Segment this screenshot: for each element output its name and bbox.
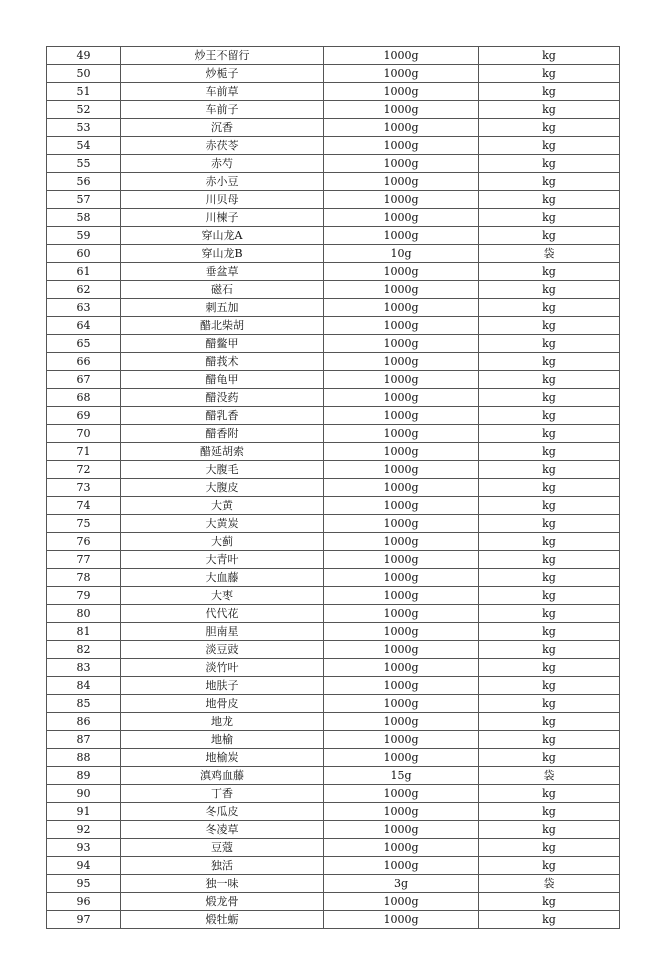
spec-value: 1000g [324,371,479,389]
herb-name: 穿山龙A [121,227,324,245]
herb-name: 赤芍 [121,155,324,173]
unit-value: kg [479,893,620,911]
row-number: 50 [47,65,121,83]
herb-name: 地榆 [121,731,324,749]
herb-table [46,46,620,929]
spec-value: 1000g [324,857,479,875]
row-number: 89 [47,767,121,785]
row-number: 83 [47,659,121,677]
table-row [47,767,620,785]
unit-value: kg [479,47,620,65]
unit-value: kg [479,299,620,317]
spec-value: 1000g [324,353,479,371]
table-row [47,245,620,263]
unit-value: kg [479,443,620,461]
spec-value: 1000g [324,461,479,479]
table-row [47,857,620,875]
table-row [47,209,620,227]
table-row [47,425,620,443]
unit-value: kg [479,389,620,407]
herb-name: 垂盆草 [121,263,324,281]
table-row [47,749,620,767]
row-number: 59 [47,227,121,245]
spec-value: 1000g [324,479,479,497]
unit-value: kg [479,335,620,353]
spec-value: 1000g [324,299,479,317]
unit-value: 袋 [479,767,620,785]
row-number: 73 [47,479,121,497]
row-number: 95 [47,875,121,893]
spec-value: 1000g [324,623,479,641]
herb-name: 醋香附 [121,425,324,443]
spec-value: 1000g [324,155,479,173]
table-row [47,227,620,245]
table-row [47,443,620,461]
herb-name: 磁石 [121,281,324,299]
row-number: 64 [47,317,121,335]
herb-name: 豆蔻 [121,839,324,857]
spec-value: 1000g [324,191,479,209]
herb-name: 大黄 [121,497,324,515]
herb-name: 冬瓜皮 [121,803,324,821]
herb-name: 醋没药 [121,389,324,407]
table-row [47,83,620,101]
herb-name: 大腹毛 [121,461,324,479]
row-number: 97 [47,911,121,929]
unit-value: 袋 [479,875,620,893]
unit-value: kg [479,137,620,155]
herb-name: 胆南星 [121,623,324,641]
unit-value: kg [479,713,620,731]
table-row [47,785,620,803]
unit-value: kg [479,101,620,119]
spec-value: 1000g [324,47,479,65]
table-row [47,659,620,677]
spec-value: 1000g [324,677,479,695]
spec-value: 10g [324,245,479,263]
herb-name: 醋北柴胡 [121,317,324,335]
unit-value: kg [479,173,620,191]
spec-value: 1000g [324,551,479,569]
table-row [47,119,620,137]
spec-value: 1000g [324,803,479,821]
row-number: 91 [47,803,121,821]
table-row [47,821,620,839]
herb-name: 大黄炭 [121,515,324,533]
herb-name: 醋莪术 [121,353,324,371]
spec-value: 1000g [324,821,479,839]
herb-name: 醋乳香 [121,407,324,425]
table-row [47,497,620,515]
spec-value: 1000g [324,317,479,335]
herb-name: 淡竹叶 [121,659,324,677]
row-number: 52 [47,101,121,119]
herb-name: 沉香 [121,119,324,137]
spec-value: 1000g [324,731,479,749]
herb-name: 大血藤 [121,569,324,587]
table-row [47,317,620,335]
spec-value: 1000g [324,515,479,533]
unit-value: kg [479,83,620,101]
table-row [47,281,620,299]
spec-value: 1000g [324,119,479,137]
row-number: 69 [47,407,121,425]
row-number: 80 [47,605,121,623]
unit-value: kg [479,605,620,623]
herb-name: 淡豆豉 [121,641,324,659]
table-row [47,137,620,155]
row-number: 96 [47,893,121,911]
herb-name: 地龙 [121,713,324,731]
spec-value: 1000g [324,425,479,443]
table-row [47,551,620,569]
row-number: 57 [47,191,121,209]
spec-value: 1000g [324,911,479,929]
spec-value: 1000g [324,263,479,281]
table-row [47,101,620,119]
unit-value: kg [479,281,620,299]
unit-value: kg [479,749,620,767]
unit-value: kg [479,551,620,569]
spec-value: 1000g [324,605,479,623]
herb-name: 醋龟甲 [121,371,324,389]
table-row [47,875,620,893]
herb-name: 独一味 [121,875,324,893]
table-row [47,893,620,911]
spec-value: 1000g [324,83,479,101]
herb-name: 刺五加 [121,299,324,317]
row-number: 66 [47,353,121,371]
unit-value: kg [479,479,620,497]
table-row [47,353,620,371]
unit-value: kg [479,65,620,83]
unit-value: kg [479,425,620,443]
herb-name: 醋鳖甲 [121,335,324,353]
unit-value: kg [479,263,620,281]
unit-value: kg [479,497,620,515]
table-row [47,371,620,389]
row-number: 90 [47,785,121,803]
table-row [47,533,620,551]
row-number: 56 [47,173,121,191]
table-row [47,569,620,587]
table-row [47,407,620,425]
table-row [47,515,620,533]
table-row [47,335,620,353]
row-number: 72 [47,461,121,479]
table-row [47,731,620,749]
spec-value: 1000g [324,749,479,767]
unit-value: kg [479,695,620,713]
row-number: 68 [47,389,121,407]
spec-value: 1000g [324,641,479,659]
table-row [47,623,620,641]
row-number: 78 [47,569,121,587]
unit-value: kg [479,227,620,245]
unit-value: kg [479,353,620,371]
table-row [47,605,620,623]
row-number: 62 [47,281,121,299]
herb-name: 大腹皮 [121,479,324,497]
herb-name: 醋延胡索 [121,443,324,461]
spec-value: 1000g [324,101,479,119]
herb-name: 川贝母 [121,191,324,209]
unit-value: kg [479,569,620,587]
spec-value: 1000g [324,659,479,677]
herb-name: 滇鸡血藤 [121,767,324,785]
row-number: 63 [47,299,121,317]
spec-value: 1000g [324,893,479,911]
unit-value: kg [479,623,620,641]
unit-value: kg [479,209,620,227]
row-number: 85 [47,695,121,713]
row-number: 61 [47,263,121,281]
table-row [47,587,620,605]
unit-value: kg [479,461,620,479]
unit-value: kg [479,857,620,875]
spec-value: 1000g [324,227,479,245]
spec-value: 1000g [324,209,479,227]
table-row [47,299,620,317]
row-number: 49 [47,47,121,65]
unit-value: kg [479,587,620,605]
spec-value: 3g [324,875,479,893]
spec-value: 1000g [324,443,479,461]
row-number: 60 [47,245,121,263]
table-row [47,389,620,407]
unit-value: kg [479,731,620,749]
row-number: 65 [47,335,121,353]
row-number: 74 [47,497,121,515]
herb-name: 独活 [121,857,324,875]
table-row [47,191,620,209]
row-number: 88 [47,749,121,767]
herb-name: 地骨皮 [121,695,324,713]
herb-name: 地肤子 [121,677,324,695]
herb-name: 大青叶 [121,551,324,569]
row-number: 70 [47,425,121,443]
herb-name: 炒王不留行 [121,47,324,65]
row-number: 55 [47,155,121,173]
row-number: 51 [47,83,121,101]
spec-value: 1000g [324,569,479,587]
unit-value: kg [479,659,620,677]
row-number: 54 [47,137,121,155]
table-row [47,263,620,281]
herb-name: 代代花 [121,605,324,623]
herb-name: 车前子 [121,101,324,119]
unit-value: kg [479,191,620,209]
herb-name: 冬凌草 [121,821,324,839]
spec-value: 15g [324,767,479,785]
herb-name: 丁香 [121,785,324,803]
table-row [47,173,620,191]
table-row [47,839,620,857]
unit-value: kg [479,677,620,695]
spec-value: 1000g [324,407,479,425]
spec-value: 1000g [324,497,479,515]
table-row [47,65,620,83]
herb-name: 川楝子 [121,209,324,227]
herb-name: 炒栀子 [121,65,324,83]
table-row [47,713,620,731]
row-number: 92 [47,821,121,839]
herb-name: 车前草 [121,83,324,101]
unit-value: kg [479,119,620,137]
table-row [47,479,620,497]
table-row [47,911,620,929]
row-number: 94 [47,857,121,875]
spec-value: 1000g [324,839,479,857]
row-number: 76 [47,533,121,551]
unit-value: kg [479,407,620,425]
herb-table-body [47,47,620,929]
herb-name: 大蓟 [121,533,324,551]
unit-value: 袋 [479,245,620,263]
row-number: 82 [47,641,121,659]
row-number: 81 [47,623,121,641]
row-number: 75 [47,515,121,533]
unit-value: kg [479,803,620,821]
herb-name: 地榆炭 [121,749,324,767]
row-number: 86 [47,713,121,731]
spec-value: 1000g [324,137,479,155]
row-number: 79 [47,587,121,605]
unit-value: kg [479,641,620,659]
row-number: 53 [47,119,121,137]
herb-name: 煅龙骨 [121,893,324,911]
table-row [47,803,620,821]
table-row [47,677,620,695]
spec-value: 1000g [324,713,479,731]
table-row [47,461,620,479]
row-number: 77 [47,551,121,569]
unit-value: kg [479,785,620,803]
unit-value: kg [479,533,620,551]
spec-value: 1000g [324,533,479,551]
spec-value: 1000g [324,587,479,605]
row-number: 87 [47,731,121,749]
table-row [47,47,620,65]
row-number: 58 [47,209,121,227]
unit-value: kg [479,515,620,533]
row-number: 71 [47,443,121,461]
herb-name: 赤茯苓 [121,137,324,155]
unit-value: kg [479,371,620,389]
spec-value: 1000g [324,785,479,803]
herb-name: 大枣 [121,587,324,605]
spec-value: 1000g [324,695,479,713]
unit-value: kg [479,911,620,929]
unit-value: kg [479,839,620,857]
row-number: 93 [47,839,121,857]
herb-name: 穿山龙B [121,245,324,263]
spec-value: 1000g [324,335,479,353]
table-row [47,641,620,659]
unit-value: kg [479,317,620,335]
row-number: 67 [47,371,121,389]
unit-value: kg [479,821,620,839]
spec-value: 1000g [324,389,479,407]
row-number: 84 [47,677,121,695]
table-row [47,155,620,173]
herb-name: 赤小豆 [121,173,324,191]
unit-value: kg [479,155,620,173]
spec-value: 1000g [324,65,479,83]
spec-value: 1000g [324,173,479,191]
herb-name: 煅牡蛎 [121,911,324,929]
table-row [47,695,620,713]
spec-value: 1000g [324,281,479,299]
